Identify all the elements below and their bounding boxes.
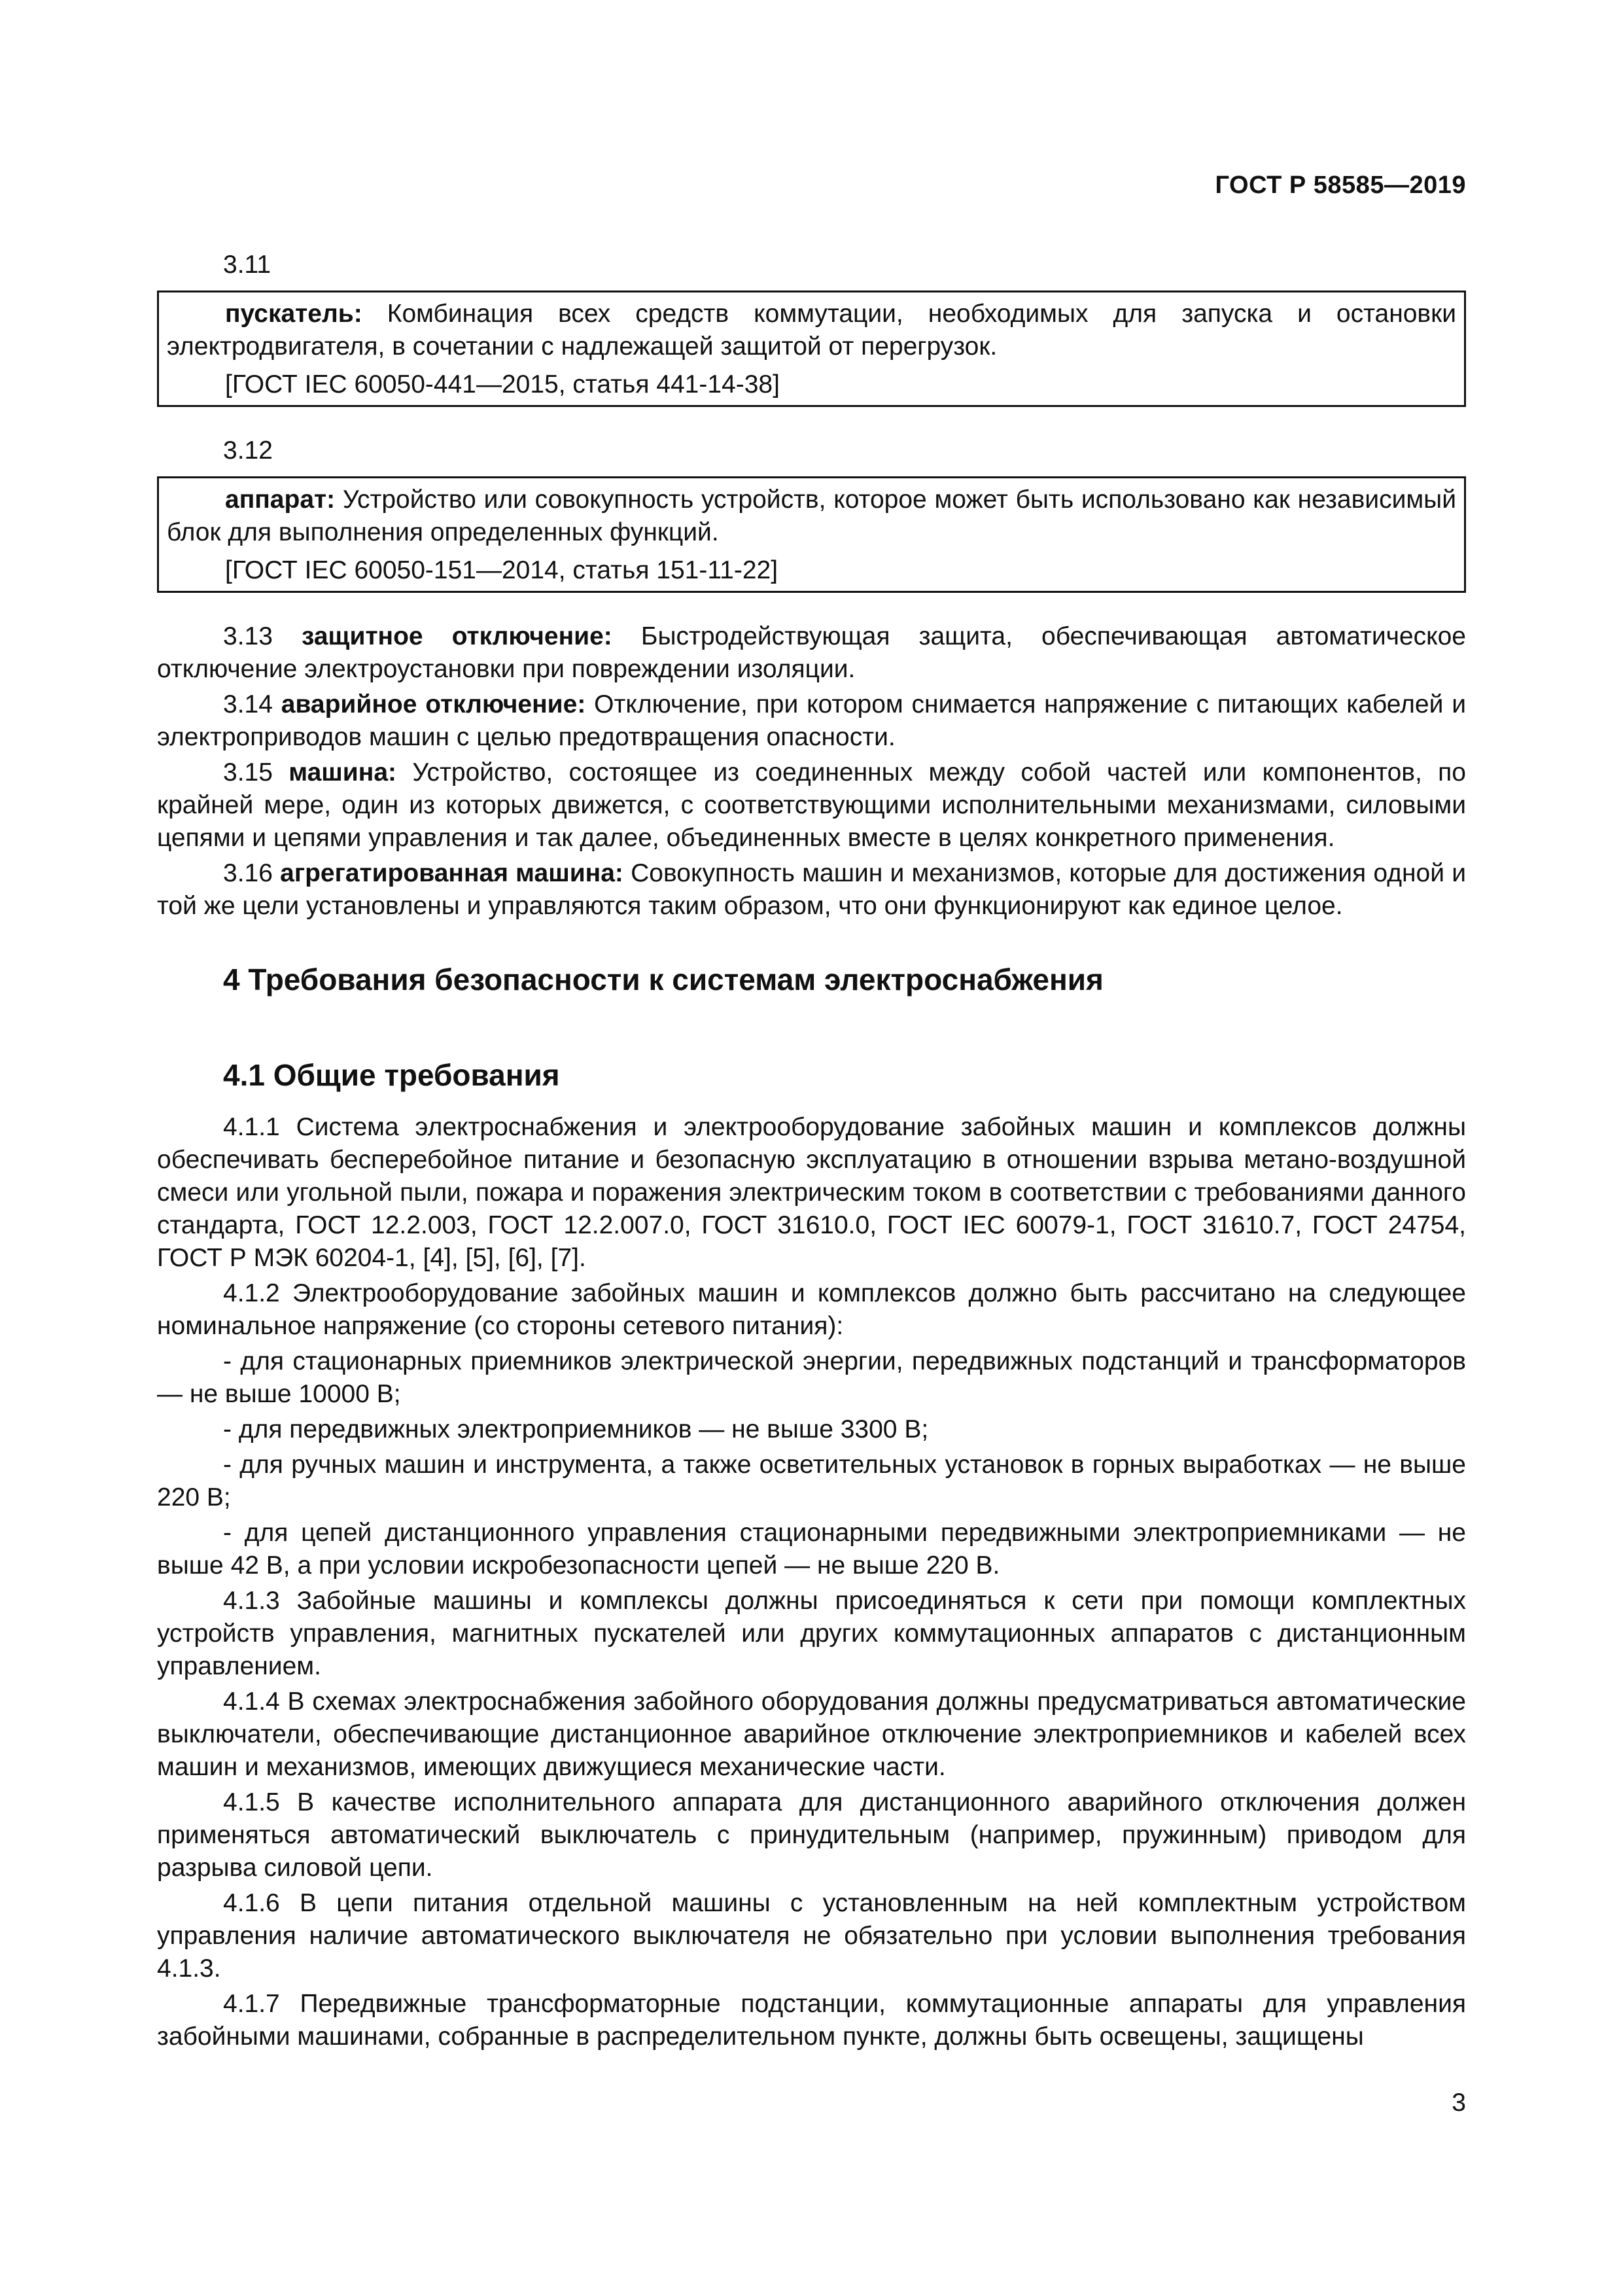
list-item: - для ручных машин и инструмента, а также осветительных установок в горных выработках — не выше 220 В;	[157, 1451, 1466, 1511]
term-text: Устройство или совокупность устройств, которое может быть использовано как независимый блок для выполнения определенных функций.	[167, 486, 1456, 546]
definition-text: Отключение, при котором снимается напряжение с питающих кабелей и электроприводов машин с целью предотвращения опасности.	[157, 690, 1466, 751]
definition-number: 3.13	[223, 622, 302, 650]
term-source: [ГОСТ IEC 60050-151—2014, статья 151-11-22]	[225, 556, 778, 584]
term-name: аппарат:	[225, 486, 336, 514]
definition-text: Быстродействующая защита, обеспечивающая автоматическое отключение электроустановки при повреждении изоляции.	[157, 622, 1466, 683]
list-item: - для стационарных приемников электрической энергии, передвижных подстанций и трансформаторов — не выше 10000 В;	[157, 1347, 1466, 1408]
section-title: 4 Требования безопасности к системам электроснабжения	[223, 963, 1104, 997]
definition-number: 3.14	[223, 690, 281, 718]
body-paragraph: 4.1.1 Система электроснабжения и электрооборудование забойных машин и комплексов должны обеспечивать бесперебойное питание и безопасную эксплуатацию в отношении взрыва метано-воздушной смеси или угольной пыли, пожара и поражения электрическим током в соответствии с требованиями данного стандарта, ГОСТ 12.2.003, ГОСТ 12.2.007.0, ГОСТ 31610.0, ГОСТ IEC 60079-1, ГОСТ 31610.7, ГОСТ 24754, ГОСТ Р МЭК 60204-1, [4], [5], [6], [7].	[157, 1113, 1466, 1272]
list-item: - для передвижных электроприемников — не выше 3300 В;	[223, 1415, 929, 1443]
body-paragraph: 4.1.2 Электрооборудование забойных машин и комплексов должно быть рассчитано на следующее номинальное напряжение (со стороны сетевого питания):	[157, 1279, 1466, 1340]
definition-term: аварийное отключение:	[281, 690, 586, 718]
definition-text: Устройство, состоящее из соединенных между собой частей или компонентов, по крайней мере, один из которых движется, с соответствующими исполнительными механизмами, силовыми цепями и цепями управления и так далее, объединенных вместе в целях конкретного применения.	[157, 758, 1466, 852]
term-box	[157, 476, 1466, 593]
term-box	[157, 291, 1466, 407]
term-number: 3.11	[223, 251, 271, 279]
subsection-title: 4.1 Общие требования	[223, 1058, 560, 1092]
definition-term: агрегатированная машина:	[280, 859, 623, 887]
page-content	[157, 249, 1466, 2053]
body-paragraph: 4.1.5 В качестве исполнительного аппарата для дистанционного аварийного отключения должен применяться автоматический выключатель с принудительным (например, пружинным) приводом для разрыва силовой цепи.	[157, 1788, 1466, 1882]
definition-number: 3.16	[223, 859, 281, 887]
term-text: Комбинация всех средств коммутации, необходимых для запуска и остановки электродвигателя, в сочетании с надлежащей защитой от перегрузок.	[167, 300, 1456, 361]
definition-paragraph	[157, 688, 1466, 754]
definition-text: Совокупность машин и механизмов, которые для достижения одной и той же цели установлены и управляются таким образом, что они функционируют как единое целое.	[157, 859, 1467, 920]
body-paragraph: 4.1.4 В схемах электроснабжения забойного оборудования должны предусматриваться автоматические выключатели, обеспечивающие дистанционное аварийное отключение электроприемников и кабелей всех машин и механизмов, имеющих движущиеся механические части.	[157, 1687, 1466, 1781]
body-paragraph: 4.1.3 Забойные машины и комплексы должны присоединяться к сети при помощи комплектных устройств управления, магнитных пускателей или других коммутационных аппаратов с дистанционным управлением.	[157, 1587, 1466, 1680]
term-number: 3.12	[223, 436, 273, 465]
term-name: пускатель:	[225, 300, 362, 328]
definition-paragraph	[157, 620, 1466, 686]
definition-paragraph	[157, 756, 1466, 855]
body-paragraph: 4.1.6 В цепи питания отдельной машины с установленным на ней комплектным устройством управления наличие автоматического выключателя не обязательно при условии выполнения требования 4.1.3.	[157, 1889, 1466, 1983]
definition-term: машина:	[288, 758, 397, 786]
term-definition	[167, 484, 1456, 549]
page-number: 3	[1452, 2089, 1466, 2117]
list-item: - для цепей дистанционного управления стационарными передвижными электроприемниками — не выше 42 В, а при условии искробезопасности цепей — не выше 220 В.	[157, 1519, 1466, 1580]
document-header: ГОСТ Р 58585—2019	[1215, 171, 1466, 199]
term-source: [ГОСТ IEC 60050-441—2015, статья 441-14-38]	[225, 370, 780, 398]
definition-paragraph	[157, 857, 1466, 923]
term-definition	[167, 298, 1456, 363]
definition-number: 3.15	[223, 758, 289, 786]
body-paragraph: 4.1.7 Передвижные трансформаторные подстанции, коммутационные аппараты для управления забойными машинами, собранные в распределительном пункте, должны быть освещены, защищены	[157, 1990, 1466, 2051]
definition-term: защитное отключение:	[302, 622, 612, 650]
